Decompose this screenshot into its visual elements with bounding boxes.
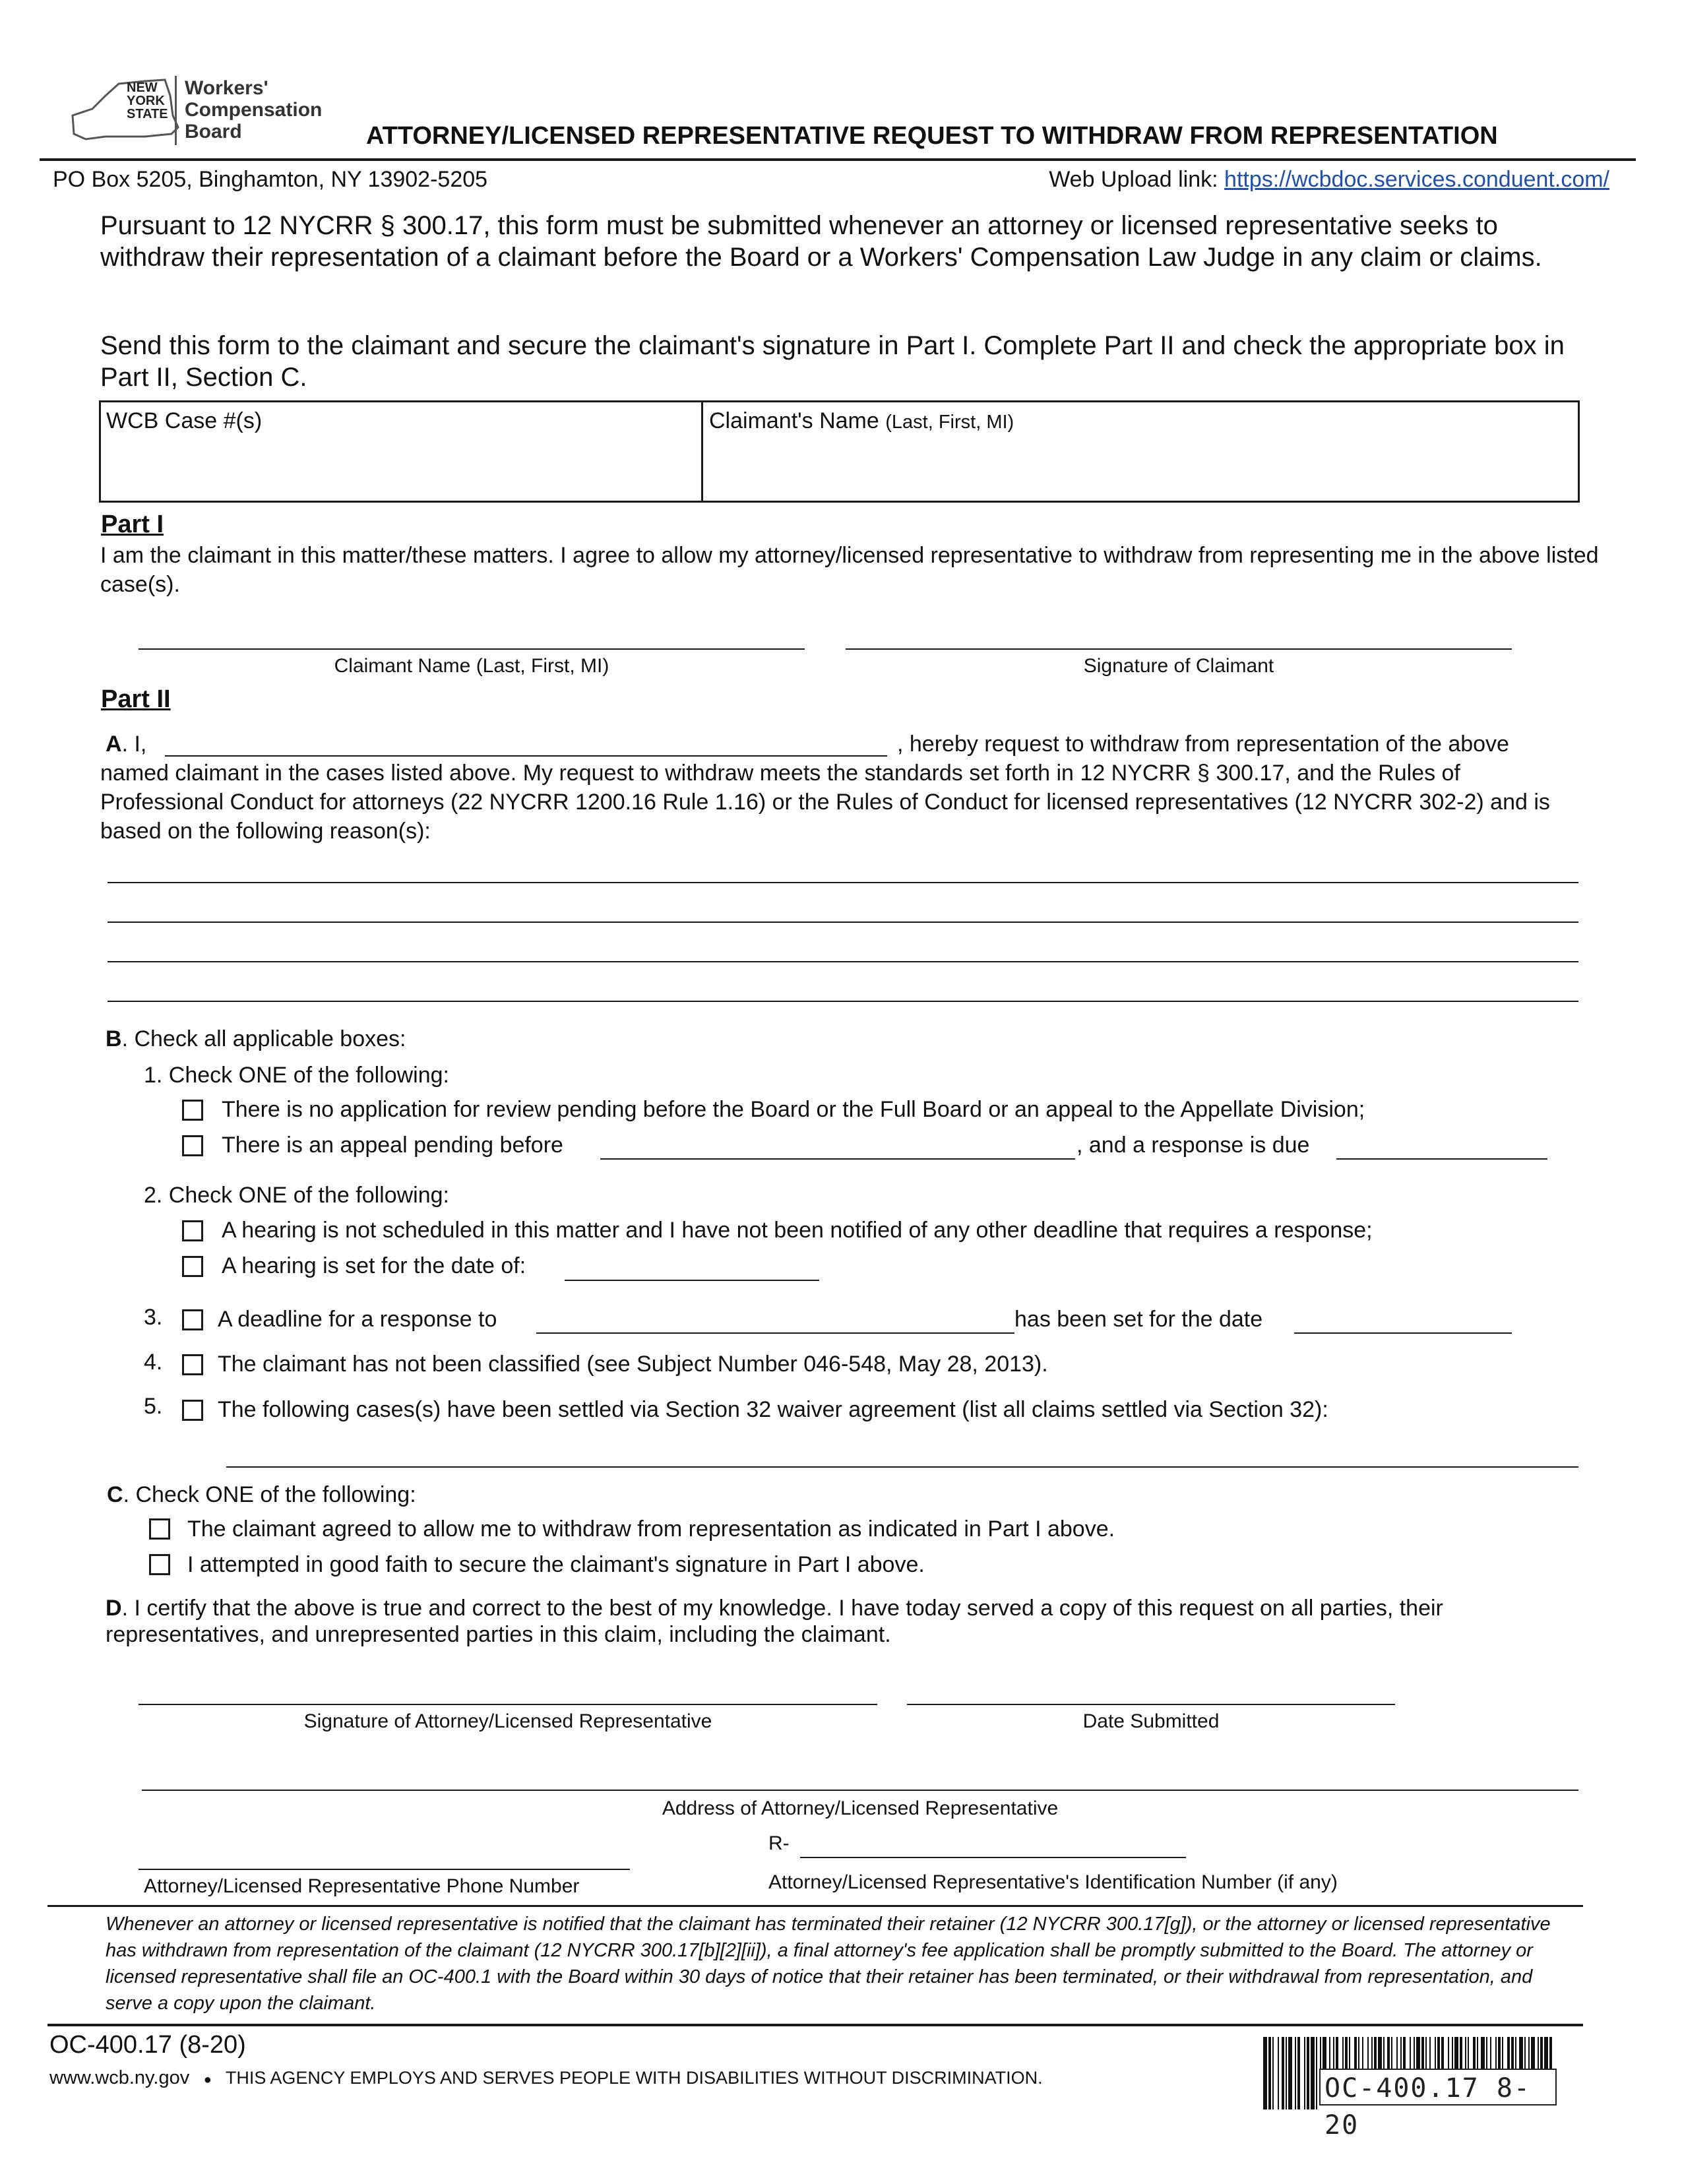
form-id: OC-400.17 (8-20) [49, 2031, 246, 2059]
phone-number-caption: Attorney/Licensed Representative Phone Number [144, 1875, 580, 1897]
b2-option-2-text: A hearing is set for the date of: [222, 1253, 526, 1278]
reason-line-4[interactable] [108, 1001, 1578, 1002]
b5-checkbox[interactable] [182, 1400, 203, 1421]
date-submitted-line[interactable] [907, 1704, 1395, 1705]
notice-top-rule [47, 1905, 1583, 1907]
logo-agency-line-1: Workers' [185, 77, 268, 99]
part-1-heading: Part I [101, 511, 164, 538]
barcode-bar [1282, 2037, 1284, 2109]
section-a-line-1 [106, 730, 1596, 759]
footer-nondiscrimination: THIS AGENCY EMPLOYS AND SERVES PEOPLE WITH DISABILITIES WITHOUT DISCRIMINATION. [225, 2068, 1043, 2088]
barcode-text: OC-400.17 8-20 [1319, 2069, 1557, 2106]
b1-option-1-text: There is no application for review pending before the Board or the Full Board or an appeal to the Appellate Division; [222, 1097, 1365, 1122]
footer-bullet: ● [203, 2073, 212, 2087]
claimant-name-label: Claimant's Name (Last, First, MI) [709, 408, 1014, 433]
form-title: ATTORNEY/LICENSED REPRESENTATIVE REQUEST TO WITHDRAW FROM REPRESENTATION [366, 122, 1498, 150]
c-option-2-text: I attempted in good faith to secure the claimant's signature in Part I above. [187, 1552, 925, 1577]
b4-text: The claimant has not been classified (see Subject Number 046-548, May 28, 2013). [218, 1352, 1048, 1377]
b1-option-2-suffix: , and a response is due [1076, 1133, 1310, 1158]
claimant-name-field[interactable] [708, 435, 1572, 498]
r-number-prefix: R- [768, 1832, 790, 1854]
wcb-case-label: WCB Case #(s) [106, 408, 263, 433]
identification-number-field[interactable] [800, 1857, 1186, 1858]
header-divider [40, 158, 1636, 161]
attorney-address-line[interactable] [142, 1790, 1578, 1791]
b2-label: 2. Check ONE of the following: [144, 1183, 450, 1208]
section-a-prefix: . I, [121, 732, 147, 757]
b1-option-2-prefix: There is an appeal pending before [222, 1133, 563, 1158]
c-option-1-text: The claimant agreed to allow me to withdraw from representation as indicated in Part I above. [187, 1516, 1115, 1542]
b1-option-2-checkbox[interactable] [182, 1135, 203, 1156]
barcode-bar [1297, 2037, 1300, 2109]
c-option-2-checkbox[interactable] [149, 1554, 170, 1575]
b3-prefix: A deadline for a response to [218, 1307, 497, 1332]
section-32-claims-field[interactable] [226, 1466, 1578, 1468]
footer-statement-row [49, 2066, 1043, 2092]
barcode [1263, 2037, 1560, 2140]
section-a-letter: A [106, 732, 122, 757]
deadline-date-field[interactable] [1294, 1332, 1512, 1334]
barcode-bar [1311, 2037, 1315, 2109]
logo-agency-line-2: Compensation [185, 99, 323, 121]
fee-application-notice: Whenever an attorney or licensed representative is notified that the claimant has terminated their retainer (12 NYCRR 300.17[g]), or the attorney or licensed representative has withdrawn from representation of the claimant (12 NYCRR 300.17[b][2][ii]), a final attorney's fee application shall be promptly submitted to the Board. The attorney or licensed representative shall file an OC-400.1 with the Board within 30 days of notice that their retainer has been terminated, or their withdrawal from representation, and serve a copy upon the claimant. [106, 1914, 1551, 2014]
b1-option-1-checkbox[interactable] [182, 1100, 203, 1121]
b1-label: 1. Check ONE of the following: [144, 1063, 450, 1088]
b5-text: The following cases(s) have been settled via Section 32 waiver agreement (list all claims settled via Section 32): [218, 1397, 1328, 1422]
section-b-heading: B. Check all applicable boxes: [106, 1026, 406, 1051]
barcode-bar [1288, 2037, 1292, 2109]
section-a-suffix: , hereby request to withdraw from representation of the above [897, 732, 1509, 757]
hearing-date-field[interactable] [565, 1280, 819, 1281]
intro-paragraph-2: Send this form to the claimant and secure the claimant's signature in Part I. Complete Part II and check the appropriate box in Part II, Section C. [100, 331, 1565, 392]
b4-number: 4. [144, 1350, 163, 1375]
part-2-heading: Part II [101, 685, 171, 713]
attorney-name-field[interactable] [165, 755, 887, 757]
b2-option-1-checkbox[interactable] [182, 1220, 203, 1241]
reason-line-1[interactable] [108, 882, 1578, 883]
deadline-response-to-field[interactable] [536, 1332, 1014, 1334]
reason-line-3[interactable] [108, 961, 1578, 962]
section-d-text: D. I certify that the above is true and correct to the best of my knowledge. I have today served a copy of this request on all parties, their representatives, and unrepresented parties in this claim, including the claimant. [106, 1596, 1443, 1647]
section-a-text: named claimant in the cases listed above. My request to withdraw meets the standards set forth in 12 NYCRR § 300.17, and the Rules of Professional Conduct for attorneys (22 NYCRR 1200.16 Rule 1.16) or the Rules of Conduct for licensed representatives (12 NYCRR 302-2) and is based on the following reason(s): [100, 761, 1550, 844]
b2-option-2-checkbox[interactable] [182, 1256, 203, 1277]
date-submitted-caption: Date Submitted [1082, 1710, 1220, 1732]
logo-state-line-3: STATE [127, 107, 168, 121]
logo-state-line-2: YORK [127, 94, 165, 108]
claimant-name-signature-line[interactable] [139, 648, 805, 650]
barcode-bar [1263, 2037, 1267, 2109]
footer-website[interactable]: www.wcb.ny.gov [49, 2067, 190, 2088]
section-c-heading: C. Check ONE of the following: [107, 1482, 416, 1507]
barcode-bar [1304, 2037, 1305, 2109]
barcode-bar [1295, 2037, 1296, 2109]
section-c-letter: C [107, 1482, 123, 1507]
appeal-pending-before-field[interactable] [600, 1158, 1075, 1160]
b4-checkbox[interactable] [182, 1354, 203, 1375]
barcode-bar [1278, 2037, 1279, 2109]
attorney-signature-caption: Signature of Attorney/Licensed Representative [303, 1710, 712, 1732]
logo-agency-line-3: Board [185, 121, 242, 142]
mailing-address: PO Box 5205, Binghamton, NY 13902-5205 [53, 167, 488, 192]
barcode-bar [1286, 2037, 1287, 2109]
identification-number-caption: Attorney/Licensed Representative's Identification Number (if any) [768, 1871, 1338, 1893]
reason-line-2[interactable] [108, 921, 1578, 923]
intro-paragraph-1: Pursuant to 12 NYCRR § 300.17, this form must be submitted whenever an attorney or licensed representative seeks to withdraw their representation of a claimant before the Board or a Workers' Compensation Law Judge in any claim or claims. [100, 211, 1542, 272]
barcode-bar [1307, 2037, 1309, 2109]
claimant-name-hint: (Last, First, MI) [885, 412, 1014, 433]
phone-number-line[interactable] [139, 1869, 630, 1870]
b5-number: 5. [144, 1394, 163, 1419]
web-upload [989, 165, 1609, 194]
web-upload-label: Web Upload link: [1049, 167, 1218, 192]
claimant-name-caption: Claimant Name (Last, First, MI) [334, 655, 609, 677]
barcode-bar [1272, 2037, 1274, 2109]
logo-state-line-1: NEW [127, 80, 158, 95]
wcb-case-field[interactable] [105, 435, 695, 498]
b3-suffix: has been set for the date [1014, 1307, 1263, 1332]
barcode-bar [1268, 2037, 1271, 2109]
barcode-bar [1316, 2037, 1317, 2109]
b3-number: 3. [144, 1305, 163, 1330]
claimant-signature-line[interactable] [846, 648, 1512, 650]
attorney-address-caption: Address of Attorney/Licensed Representative [662, 1797, 1059, 1819]
footer-top-rule [47, 2024, 1583, 2026]
case-info-box [99, 400, 1580, 503]
b3-checkbox[interactable] [182, 1309, 203, 1330]
section-d-letter: D [106, 1596, 122, 1621]
agency-logo [66, 76, 343, 148]
attorney-signature-line[interactable] [139, 1704, 877, 1705]
part-1-text: I am the claimant in this matter/these matters. I agree to allow my attorney/licensed representative to withdraw from representing me in the above listed case(s). [100, 543, 1599, 597]
c-option-1-checkbox[interactable] [149, 1518, 170, 1540]
web-upload-link[interactable]: https://wcbdoc.services.conduent.com/ [1224, 167, 1609, 192]
b2-option-1-text: A hearing is not scheduled in this matter and I have not been notified of any other deadline that requires a response; [222, 1218, 1373, 1243]
claimant-signature-caption: Signature of Claimant [1083, 655, 1274, 677]
section-b-letter: B [106, 1026, 122, 1051]
response-due-field[interactable] [1336, 1158, 1547, 1160]
